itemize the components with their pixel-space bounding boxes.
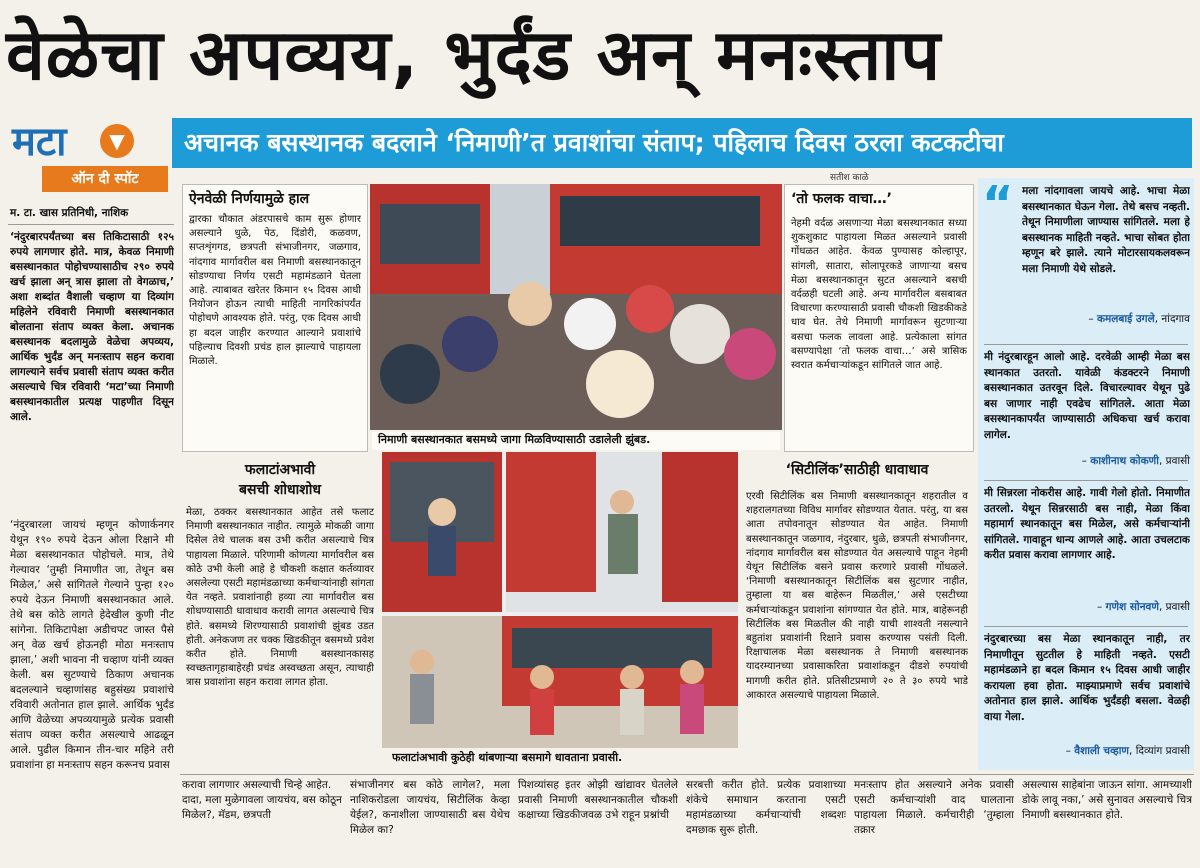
quote-3-text: मी सिन्नरला नोकरीस आहे. गावी गेलो होतो. निमाणीत उतरलो. येथून सिन्नरसाठी बस नाही, मेळा किंवा महामार्ग स्थानकातून बस मिळेल, असे कर्मचाऱ्यांनी सांगितले. गावाहून धान्य आणले आहे. आता उचलटाक करीत प्रवास करावा लागणार आहे. xyxy=(984,487,1190,561)
section-citylink-rush xyxy=(740,456,974,770)
quote-2-place: , प्रवासी xyxy=(1158,455,1190,467)
quote-2-text: मी नंदुरबारहून आलो आहे. दरवेळी आम्ही मेळा बस स्थानकात उतरतो. यावेळी कंडक्टरने निमाणी बसस्थानकात उतरवून दिले. विचारल्यावर येथून पुढे बस जाणार नाही एवढेच सांगितले. आता मेळा बसस्थानकापर्यंत जाण्यासाठी अधिकचा खर्च करावा लागेल. xyxy=(984,351,1190,441)
quote-4-place: , दिव्यांग प्रवासी xyxy=(1129,745,1190,757)
quote-3-name: गणेश सोनवणे xyxy=(1105,601,1159,613)
section-4-body: एरवी सिटीलिंक बस निमाणी बसस्थानकातून शहरातील व शहरालगतच्या विविध मार्गावर सोडण्यात येतात. परंतु, या बस आता तपोवनातून सोडण्यात येत आहेत. निमाणी बसस्थानकातून जळगाव, नंदुरबार, धुळे, छत्रपती संभाजीनगर, नांदगाव मार्गावरील बस सोडण्यात येत असल्याचे पाहून नेहमी येथून सिटीलिंक बसने प्रवास करणारे प्रवासी गोंधळले. ‘निमाणी बसस्थानकातून सिटीलिंक बस सुटणार नाहीत, तुम्हाला या बस बाहेरून मिळतील,’ असे एसटीच्या कर्मचाऱ्यांकडून प्रवाशांना सांगण्यात येत होते. मात्र, बाहेरूनही सिटीलिंक बस मिळतील की नाही याची शाश्वती नसल्याने बहुतांश प्रवाशांनी रिक्षाने प्रवास करण्यास पसंती दिली. रिक्षाचालक मेळा बसस्थानक ते निमाणी बसस्थानक यादरम्यानच्या प्रवासाकरिता प्रवाशांकडून दीडशे रुपयांची मागणी करीत होते. प्रतिसीटप्रमाणे २० ते ३० रुपये भाडे आकारत असल्याचे पाहायला मिळाले. xyxy=(746,491,968,701)
quote-2-attribution: – काशीनाथ कोकणी, प्रवासी xyxy=(1081,455,1190,467)
download-arrow-icon: ▼ xyxy=(100,124,134,158)
bottom-column-2: संभाजीनगर बस कोठे लागेल?, मला नाशिकरोडला जायचंय, सिटीलिंक केव्हा येईल?, कनाशीला जाण्यासाठी बस येथेच मिळेल का? xyxy=(350,779,510,836)
collage-graphic xyxy=(382,452,738,748)
logo-band-text: ऑन दी स्पॉट xyxy=(42,166,168,192)
crowd-at-bus-photo xyxy=(370,184,782,430)
quote-4 xyxy=(984,632,1190,768)
quote-4-attribution: – वैशाली चव्हाण, दिव्यांग प्रवासी xyxy=(1065,745,1190,757)
bottom-column-6: असल्यास साहेबांना जाऊन सांगा. आमच्याशी डोके लावू नका,’ असे सुनावत असल्याचे चित्र निमाणी बसस्थानकात होते. xyxy=(1022,779,1192,821)
quote-1 xyxy=(982,176,1190,340)
section-platform-search xyxy=(182,456,378,770)
quote-mark-icon: “ xyxy=(982,176,1014,232)
crowd-photo-graphic xyxy=(370,184,782,430)
bottom-column-3: पिशव्यांसह इतर ओझी खांद्यावर घेतलेले प्रवासी निमाणी बसस्थानकातील चौकशी कक्षाच्या खिडकीजवळ उभे राहून प्रश्नांची xyxy=(518,779,678,821)
section-3-title-line-2: बसची शोधाशोध xyxy=(239,482,321,498)
passengers-running-photo xyxy=(382,452,738,748)
bottom-column-1: करावा लागणार असल्याची चिन्हे आहेत. दादा, मला मुळेगावला जायचंय, बस कोठून मिळेल?, मॅडम, छत्रपती xyxy=(182,779,342,821)
logo-mata-text: मटा xyxy=(12,119,67,165)
photo-2-caption: फलाटांअभावी कुठेही थांबणाऱ्या बसमागे धावताना प्रवासी. xyxy=(392,751,623,764)
section-last-minute-decision xyxy=(182,184,368,452)
section-3-title-line-1: फलाटांअभावी xyxy=(244,462,316,478)
quote-3-attribution: – गणेश सोनवणे, प्रवासी xyxy=(1097,601,1190,613)
quote-3-place: , प्रवासी xyxy=(1158,601,1190,613)
section-3-body: मेळा, ठक्कर बसस्थानकात आहेत तसे फलाट निमाणी बसस्थानकात नाहीत. त्यामुळे मोकळी जागा दिसेल तेथे चालक बस उभी करीत असल्याचे चित्र पाहायला मिळाले. परिणामी कोणत्या मार्गावरील बस कोठे उभी केली आहे हे चौकशी कक्षात कर्तव्यावर असलेल्या एसटी महामंडळाच्या कर्मचाऱ्यांनाही सांगता येत नव्हते. प्रवाशांनाही हव्या त्या मार्गावरील बस शोधण्यासाठी धावाधाव करावी लागत असल्याचे चित्र होते. बसमध्ये शिरण्यासाठी प्रवाशांची झुंबड उडत होती. अनेकजण तर चक्क खिडकीतून बसमध्ये प्रवेश करीत होते. निमाणी बसस्थानकासह स्वच्छतागृहाबाहेरही प्रचंड अस्वच्छता असून, त्याचाही त्रास प्रवाशांना सहन करावा लागत होता. xyxy=(186,507,374,689)
byline-divider xyxy=(8,224,174,225)
section-2-title: ‘तो फलक वाचा…’ xyxy=(791,191,892,207)
section-read-that-board xyxy=(784,184,974,452)
section-4-title: ‘सिटीलिंक’साठीही धावाधाव xyxy=(785,462,929,478)
quote-4-text: नंदुरबारच्या बस मेळा स्थानकातून नाही, तर निमाणीतून सुटतील हे माहिती नव्हते. एसटी महामंडळाने हा बदल किमान १५ दिवस आधी जाहीर करायला हवा होता. माझ्याप्रमाणे सर्वच प्रवाशांचे अतोनात हाल झाले. आर्थिक भुर्दंडही बसला. वेळही वाया गेला. xyxy=(984,633,1190,723)
photo-credit: सतीश काळे xyxy=(830,173,869,183)
quote-divider-1 xyxy=(984,344,1188,345)
section-1-body: द्वारका चौकात अंडरपासचे काम सुरू होणार असल्याने धुळे, पेठ, दिंडोरी, कळवण, सप्तशृंगगड, छत्रपती संभाजीनगर, जळगाव, नांदगाव मार्गावरील बस निमाणी बसस्थानकातून सोडण्याचा निर्णय एसटी महामंडळाने घेतला आहे. त्याबाबत खरेतर किमान १५ दिवस आधी नियोजन होऊन त्याची माहिती नागरिकांपर्यंत पोहोचणे आवश्यक होते. परंतु, एक दिवस आधी हा बदल जाहीर करण्यात आल्याने प्रवाशांचे पहिल्याच दिवशी प्रचंड हाल झाल्याचे पाहायला मिळाले. xyxy=(189,214,361,368)
quote-2-name: काशीनाथ कोकणी xyxy=(1090,455,1159,467)
quote-4-name: वैशाली चव्हाण xyxy=(1074,745,1130,757)
bottom-column-5: मनःस्ताप होत असल्याने अनेक प्रवासी एसटी कर्मचाऱ्यांशी वाद घालताना पाहायला मिळाले. कर्मचारीही ‘तुम्हाला तक्रार xyxy=(854,779,1014,836)
quote-1-name: कमलबाई उगले xyxy=(1096,313,1155,325)
photo-1-caption: निमाणी बसस्थानकात बसमध्ये जागा मिळविण्यासाठी उडालेली झुंबड. xyxy=(372,432,780,450)
headline: वेळेचा अपव्यय, भुर्दंड अन् मनःस्ताप xyxy=(6,14,942,96)
quote-2 xyxy=(984,350,1190,474)
quote-1-attribution: – कमलबाई उगले, नांदगाव xyxy=(1088,313,1190,325)
mata-logo xyxy=(8,118,168,198)
quote-divider-2 xyxy=(984,480,1188,481)
left-column-intro: ‘नंदुरबारपर्यंतच्या बस तिकिटासाठी १२५ रुपये लागणार होते. मात्र, केवळ निमाणी बसस्थानकात पोहोचण्यासाठीच २९० रुपये खर्च झाला अन् त्रास झाला तो वेगळाच,’ अशा शब्दांत वैशाली चव्हाण या दिव्यांग महिलेने रविवारी निमाणी बसस्थानकात बोलताना संताप व्यक्त केला. अचानक बसस्थानक बदलामुळे वेळेचा अपव्यय, आर्थिक भुर्दंड अन् मनःस्ताप सहन करावा लागल्याने सर्वच प्रवासी संताप व्यक्त करीत असल्याचे चित्र रविवारी ‘मटा’च्या निमाणी बसस्थानकातील प्रत्यक्ष पाहणीत दिसून आले. xyxy=(10,231,174,423)
section-1-title: ऐनवेळी निर्णयामुळे हाल xyxy=(189,191,310,207)
quote-3 xyxy=(984,486,1190,622)
quote-1-place: , नांदगाव xyxy=(1154,313,1190,325)
quote-1-text: मला नांदगावला जायचे आहे. भाचा मेळा बसस्थानकात घेऊन गेला. तेथे बसच नव्हती. तेथून निमाणीला जाण्यास सांगितले. मला हे बसस्थानक माहिती नव्हते. भाचा सोबत होता म्हणून बरे झाले. त्याने मोटारसायकलवरून मला निमाणी येथे सोडले. xyxy=(1022,185,1190,275)
section-2-body: नेहमी वर्दळ असणाऱ्या मेळा बसस्थानकात सध्या शुकशुकाट पाहायला मिळत असल्याने प्रवासी गोंधळत आहेत. केवळ पुण्यासह कोल्हापूर, सांगली, सातारा, सोलापूरकडे जाणाऱ्या बसच मेळा बसस्थानकातून सुटत असल्याने बसची वर्दळही घटली आहे. अन्य मार्गावरील बसबाबत विचारणा करण्यासाठी प्रवासी चौकशी खिडकीकडे धाव घेत. तेथे निमाणी मार्गावरून सुटणाऱ्या बसचा फलक लावला आहे. प्रत्येकाला सांगत बसण्यापेक्षा ‘तो फलक वाचा…’ असे त्रासिक स्वरात कर्मचाऱ्यांकडून सांगितले जात आहे. xyxy=(791,218,967,372)
left-column-body: ‘नंदुरबारला जायचं म्हणून कोणार्कनगर येथून १९० रुपये देऊन ओला रिक्षाने मी मेळा बसस्थानकात पोहोचले. मात्र, तेथे गेल्यावर ‘तुम्ही निमाणीत जा, तेथून बस मिळेल,’ असे सांगितले गेल्याने पुन्हा १२० रुपये देऊन निमाणी बसस्थानकात आले. तेथे बस कोठे लागते हेदेखील कुणी नीट सांगेना. तिकिटापेक्षा अडीचपट जास्त पैसे अन् वेळ खर्च होऊनही मोठा मनःस्ताप झाला,’ अशी भावना नी चव्हाण यांनी व्यक्त केली. बस सुटण्याचे ठिकाण अचानक बदलल्याने चव्हाणांसह बहुसंख्य प्रवाशांचे रविवारी अतोनात हाल झाले. आर्थिक भुर्दंड आणि वेळेच्या अपव्ययामुळे प्रत्येक प्रवासी संताप व्यक्त करीत असल्याचे आढळून आले. पुढील किमान तीन-चार महिने तरी प्रवाशांना हा मनःस्ताप सहन करूनच प्रवास xyxy=(10,519,174,771)
bottom-divider xyxy=(180,774,1194,775)
bottom-column-4: सरबत्ती करीत होते. प्रत्येक प्रवाशाच्या शंकेचे समाधान करताना एसटी महामंडळाच्या कर्मचाऱ्यांची शब्दशः दमछाक सुरू होती. xyxy=(686,779,846,836)
subheadline-bar: अचानक बसस्थानक बदलाने ‘निमाणी’त प्रवाशांचा संताप; पहिलाच दिवस ठरला कटकटीचा xyxy=(172,118,1192,168)
byline: म. टा. खास प्रतिनिधी, नाशिक xyxy=(10,207,129,219)
quote-divider-3 xyxy=(984,626,1188,627)
